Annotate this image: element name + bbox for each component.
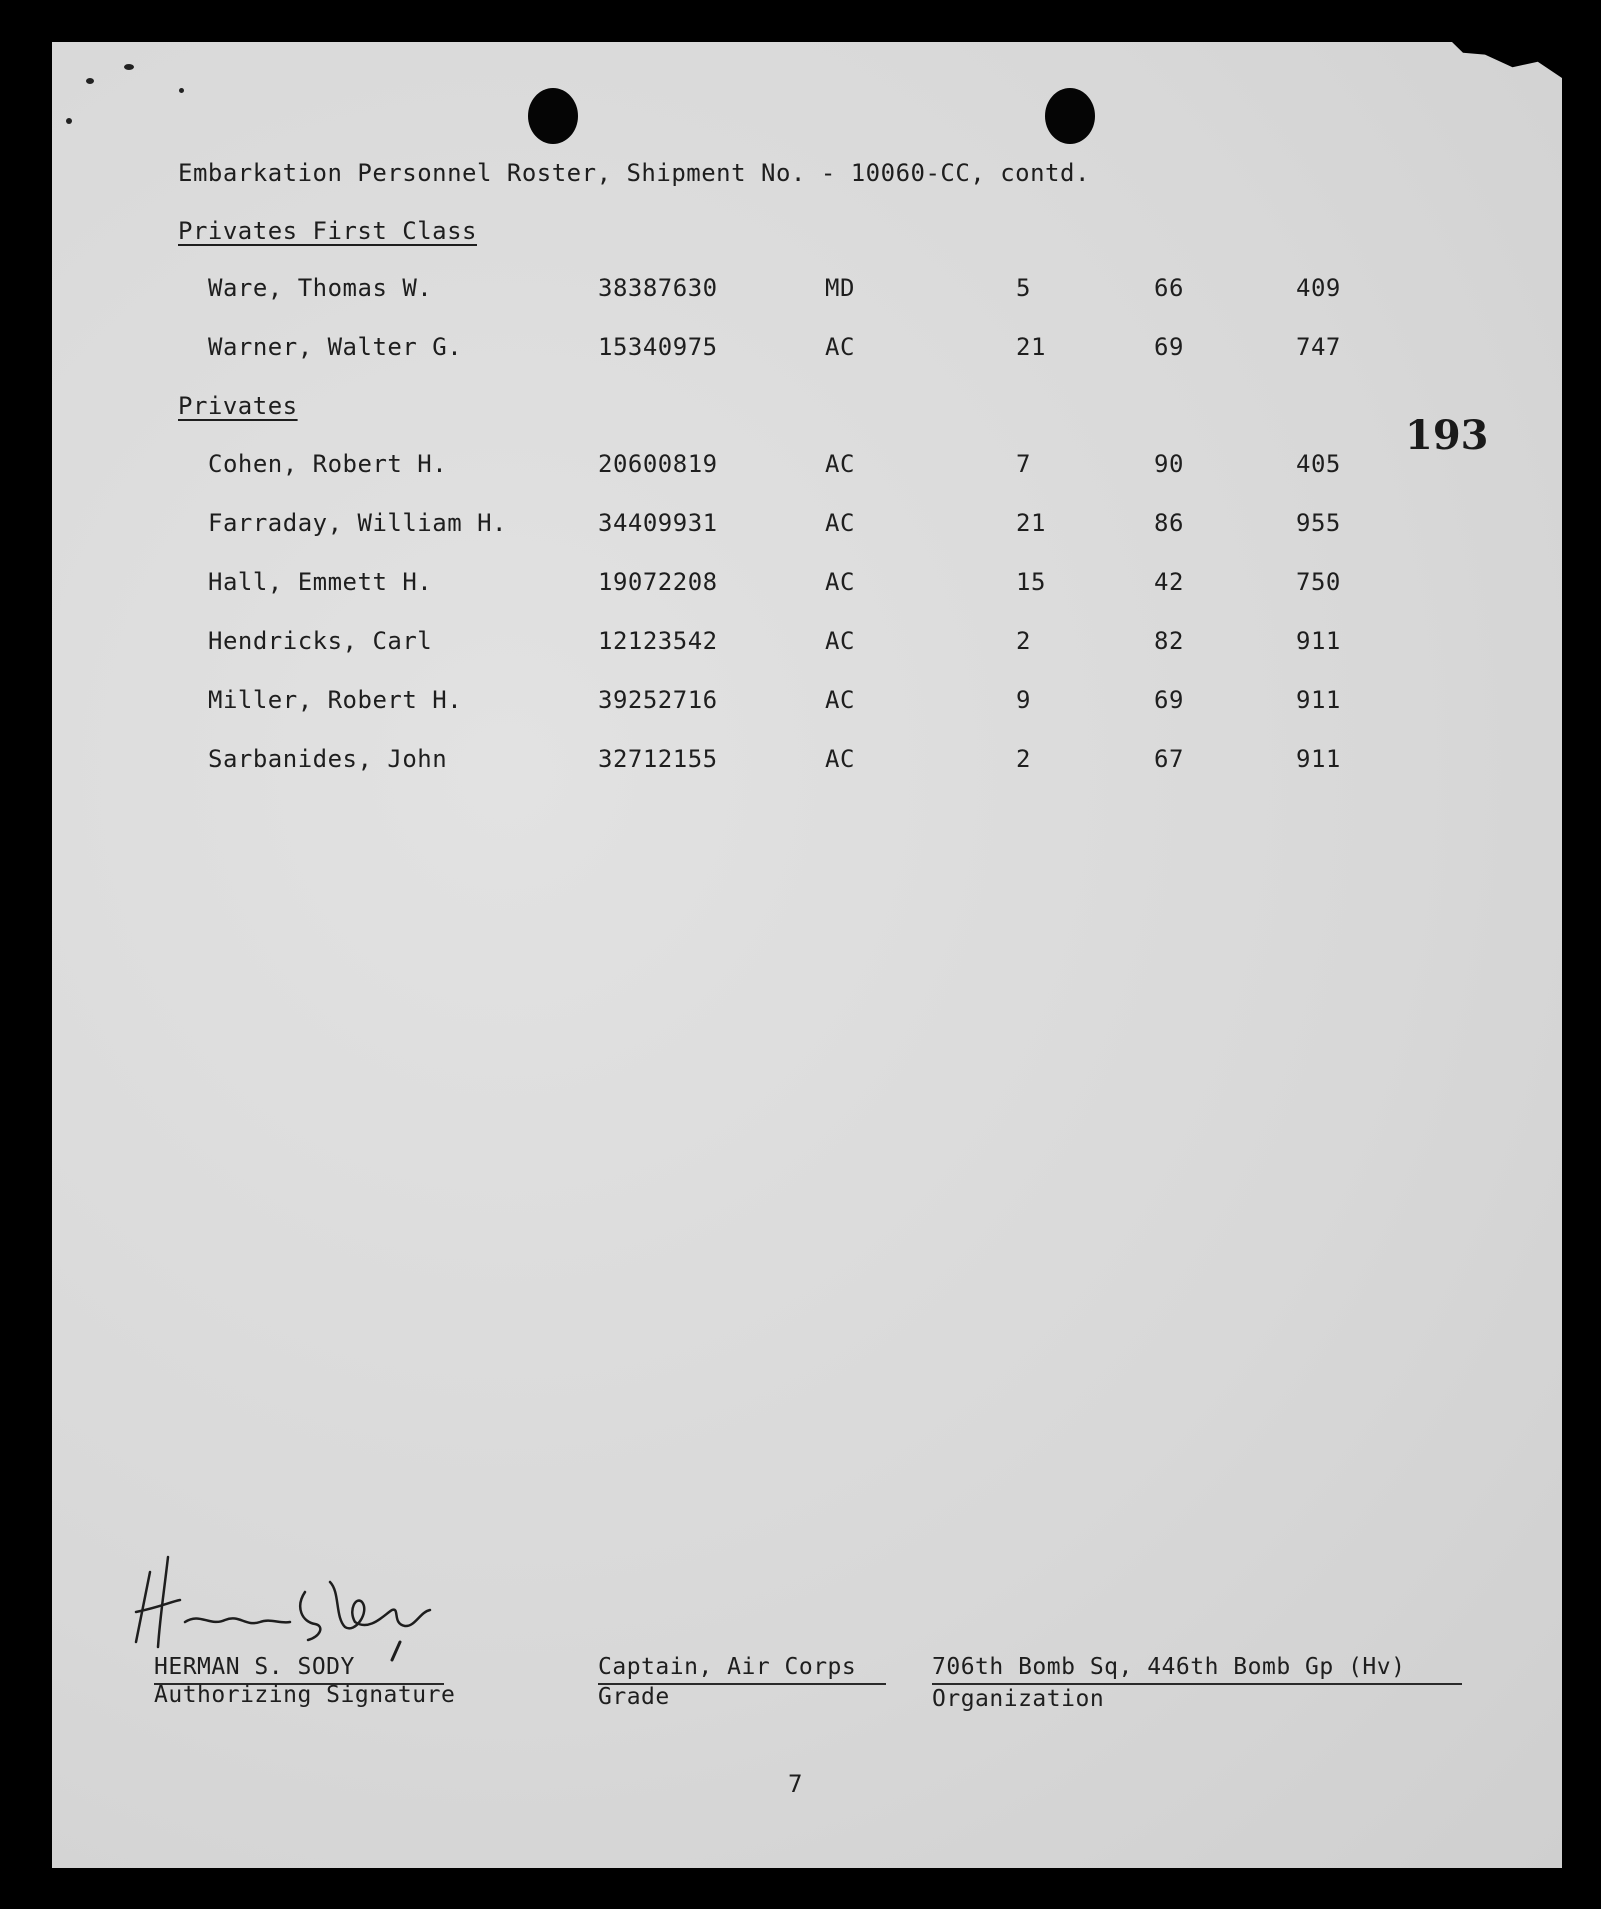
- row-name: Cohen, Robert H.: [208, 450, 448, 478]
- row-col6: 750: [1296, 568, 1341, 596]
- row-name: Miller, Robert H.: [208, 686, 463, 714]
- row-serial: 38387630: [598, 274, 718, 302]
- section-heading: Privates: [178, 392, 298, 420]
- section-heading: Privates First Class: [178, 217, 477, 245]
- grade-value: Captain, Air Corps: [598, 1654, 857, 1680]
- row-col5: 42: [1154, 568, 1184, 596]
- ink-speck: [124, 64, 134, 70]
- row-arm: AC: [825, 333, 855, 361]
- table-row: [52, 686, 1562, 726]
- row-arm: MD: [825, 274, 855, 302]
- table-row: [52, 745, 1562, 785]
- roster-title: Embarkation Personnel Roster, Shipment No. - 10060-CC, contd.: [178, 159, 1090, 187]
- row-arm: AC: [825, 745, 855, 773]
- row-col6: 405: [1296, 450, 1341, 478]
- row-name: Hall, Emmett H.: [208, 568, 433, 596]
- row-serial: 12123542: [598, 627, 718, 655]
- grade-caption: Grade: [598, 1684, 670, 1710]
- table-row: [52, 627, 1562, 667]
- row-col4: 21: [1016, 333, 1046, 361]
- archive-stamp-number: 193: [1405, 412, 1489, 459]
- row-serial: 15340975: [598, 333, 718, 361]
- row-col4: 21: [1016, 509, 1046, 537]
- ink-speck: [86, 78, 94, 84]
- row-col4: 7: [1016, 450, 1031, 478]
- row-name: Farraday, William H.: [208, 509, 507, 537]
- row-name: Ware, Thomas W.: [208, 274, 433, 302]
- row-serial: 34409931: [598, 509, 718, 537]
- row-name: Hendricks, Carl: [208, 627, 433, 655]
- row-col4: 2: [1016, 745, 1031, 773]
- document-page: [52, 42, 1562, 1868]
- table-row: [52, 450, 1562, 490]
- row-name: Sarbanides, John: [208, 745, 448, 773]
- row-serial: 20600819: [598, 450, 718, 478]
- row-arm: AC: [825, 627, 855, 655]
- table-row: [52, 568, 1562, 608]
- torn-corner: [1452, 42, 1562, 78]
- table-row: [52, 274, 1562, 314]
- punch-hole-left: [528, 88, 578, 144]
- ink-speck: [179, 88, 184, 93]
- row-col5: 90: [1154, 450, 1184, 478]
- organization-line: [932, 1683, 1462, 1685]
- row-col5: 67: [1154, 745, 1184, 773]
- table-row: [52, 509, 1562, 549]
- row-col5: 66: [1154, 274, 1184, 302]
- row-col4: 9: [1016, 686, 1031, 714]
- row-arm: AC: [825, 450, 855, 478]
- organization-value: 706th Bomb Sq, 446th Bomb Gp (Hv): [932, 1654, 1406, 1680]
- row-col6: 955: [1296, 509, 1341, 537]
- row-arm: AC: [825, 568, 855, 596]
- row-col6: 409: [1296, 274, 1341, 302]
- row-col5: 86: [1154, 509, 1184, 537]
- organization-caption: Organization: [932, 1686, 1105, 1712]
- row-col6: 911: [1296, 745, 1341, 773]
- row-col4: 2: [1016, 627, 1031, 655]
- signer-name: HERMAN S. SODY: [154, 1654, 355, 1680]
- punch-hole-right: [1045, 88, 1095, 144]
- row-serial: 39252716: [598, 686, 718, 714]
- page-number: 7: [788, 1770, 803, 1798]
- row-col6: 747: [1296, 333, 1341, 361]
- row-col5: 69: [1154, 686, 1184, 714]
- signer-caption: Authorizing Signature: [154, 1682, 456, 1708]
- row-col6: 911: [1296, 686, 1341, 714]
- row-serial: 19072208: [598, 568, 718, 596]
- row-serial: 32712155: [598, 745, 718, 773]
- row-name: Warner, Walter G.: [208, 333, 463, 361]
- row-col6: 911: [1296, 627, 1341, 655]
- handwritten-signature: [130, 1552, 460, 1662]
- row-arm: AC: [825, 686, 855, 714]
- table-row: [52, 333, 1562, 373]
- row-arm: AC: [825, 509, 855, 537]
- row-col5: 69: [1154, 333, 1184, 361]
- ink-speck: [66, 118, 72, 124]
- row-col5: 82: [1154, 627, 1184, 655]
- row-col4: 15: [1016, 568, 1046, 596]
- row-col4: 5: [1016, 274, 1031, 302]
